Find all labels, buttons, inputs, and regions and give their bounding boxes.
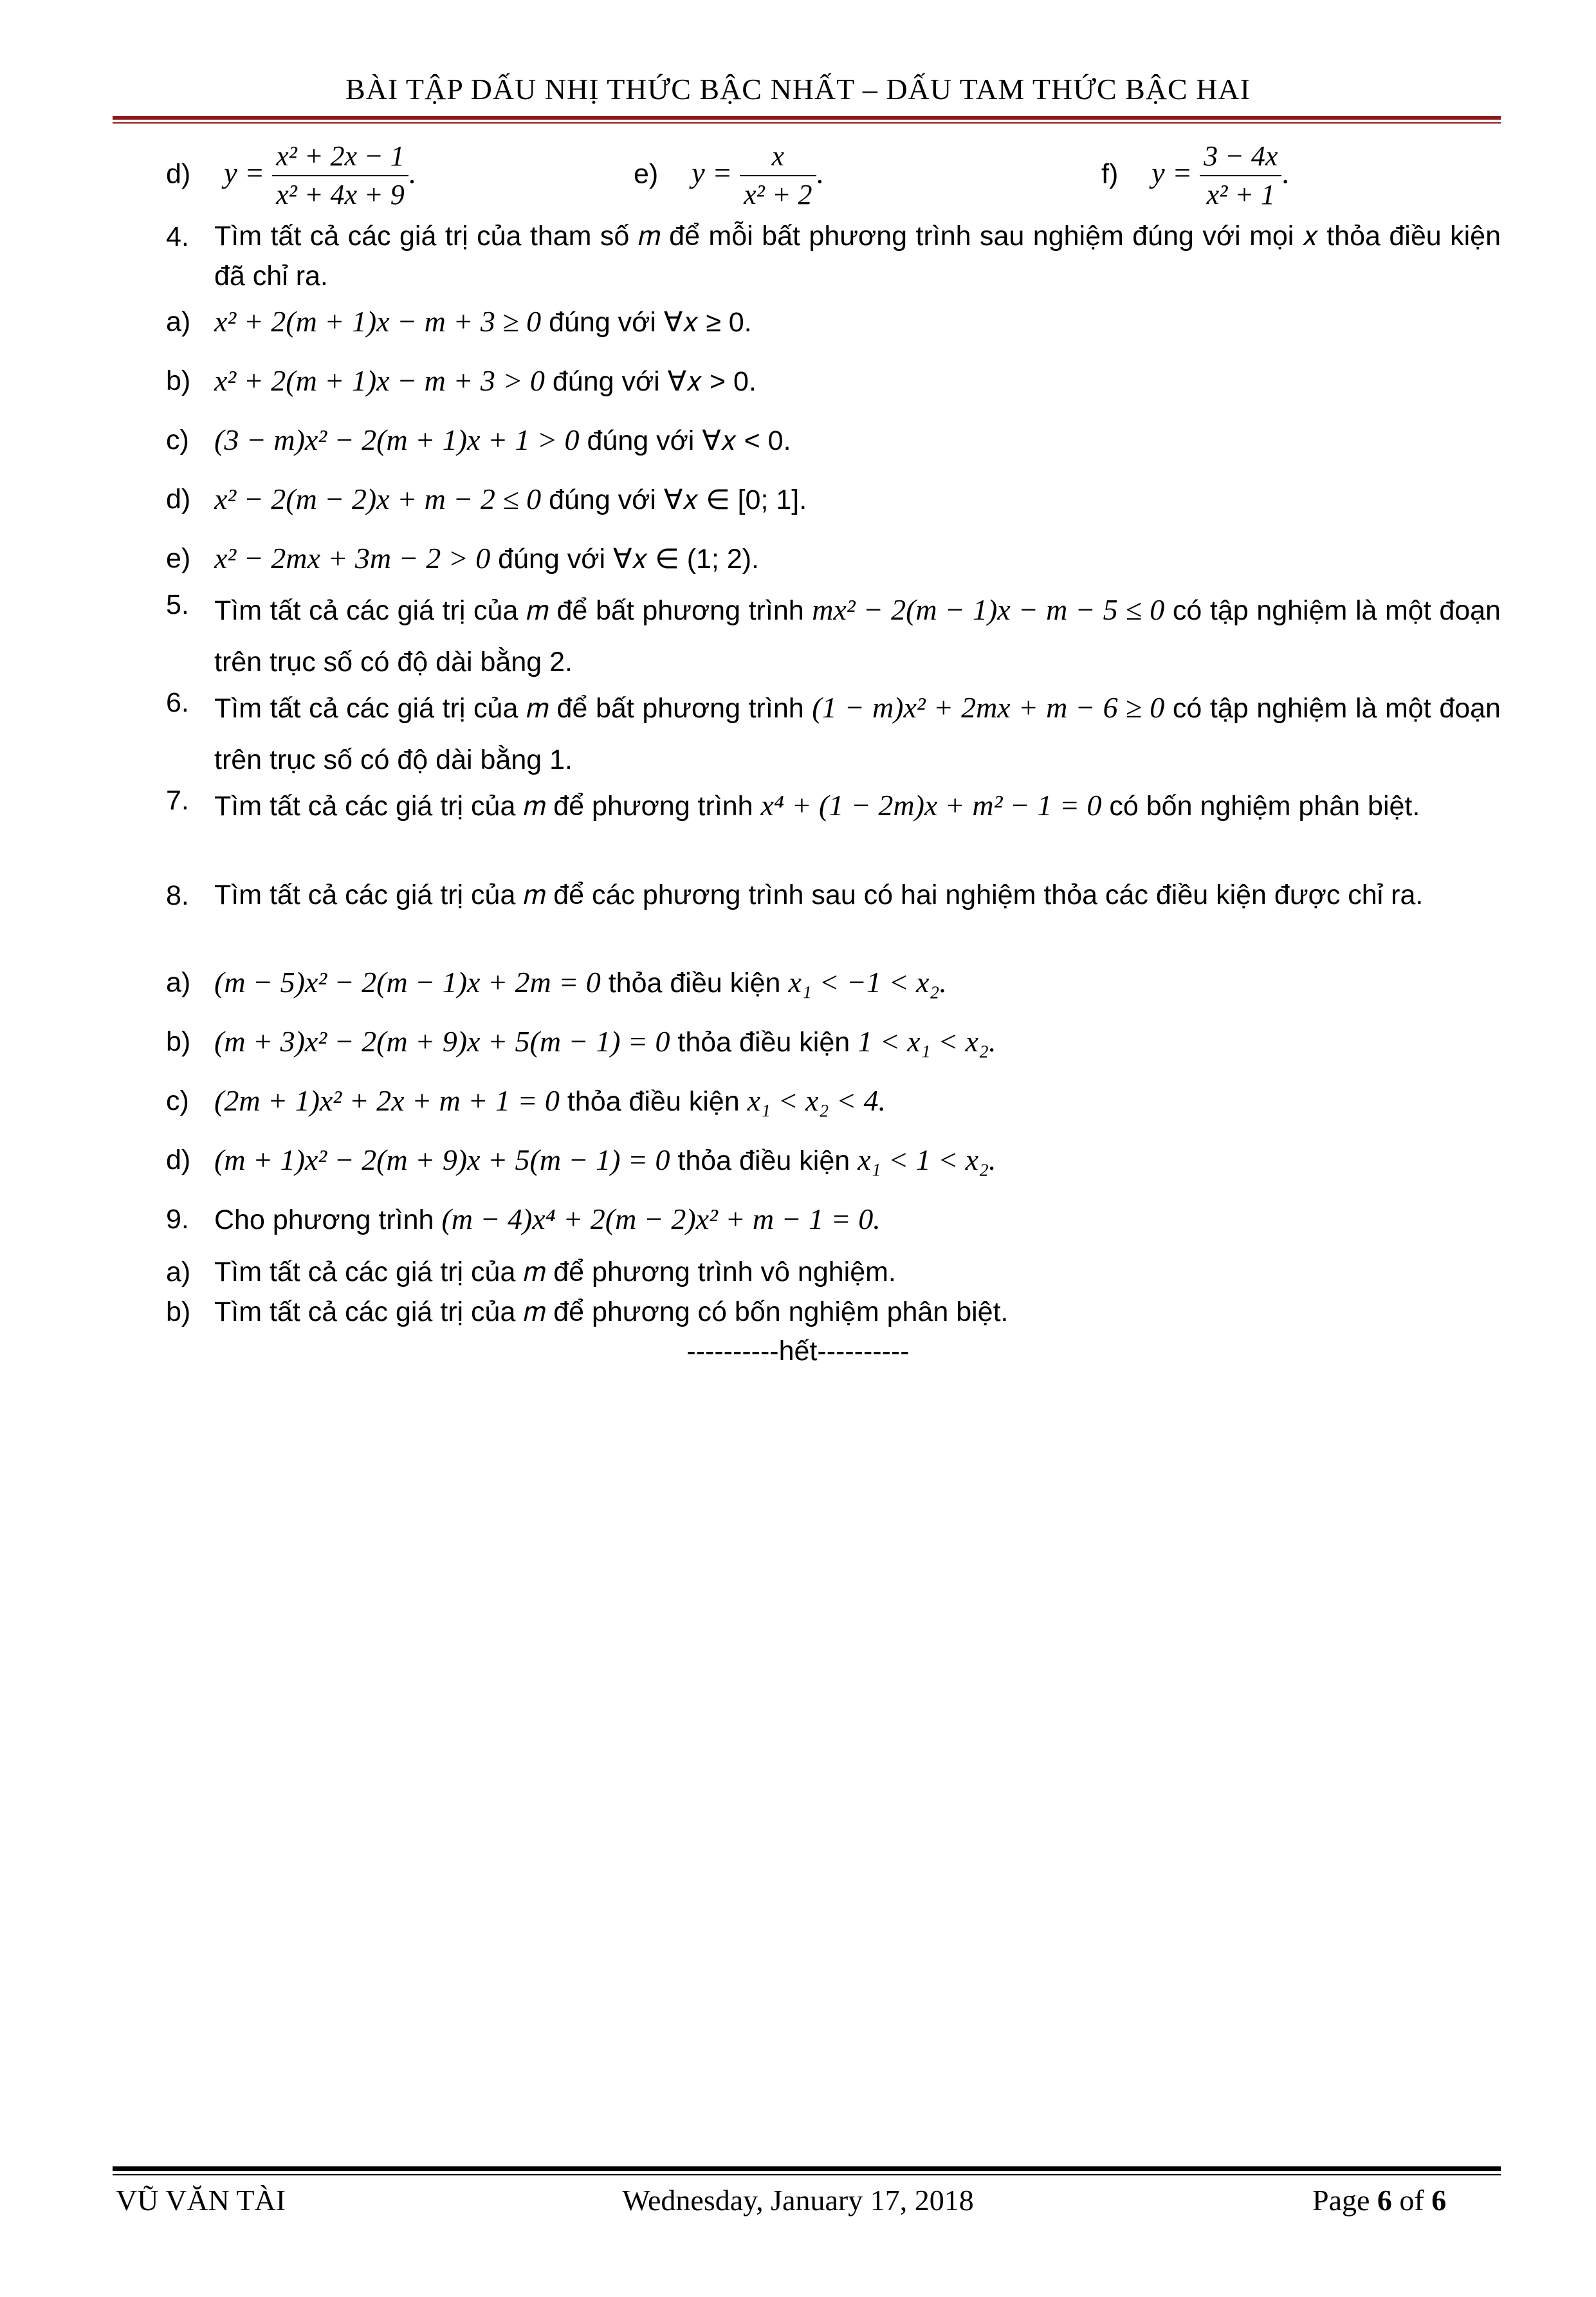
question-number: 5.	[166, 589, 189, 620]
question-text: có bốn nghiệm phân biệt.	[1101, 791, 1420, 822]
math-expression: (m − 5)x² − 2(m − 1)x + 2m = 0	[214, 966, 601, 999]
math-expression: (m + 1)x² − 2(m + 9)x + 5(m − 1) = 0	[214, 1143, 670, 1176]
q4-item-a	[214, 301, 1501, 343]
question-text: có tập nghiệm là một đoạn trên trục số có độ dài bằng 1.	[214, 693, 1501, 775]
q8-item-d	[214, 1139, 1501, 1181]
question-8-text: Tìm tất cả các giá trị của 𝑚 để các phương trình sau có hai nghiệm thỏa các điều kiện được chỉ ra.	[214, 880, 1424, 910]
math-expression: mx² − 2(m − 1)x − m − 5 ≤ 0	[812, 593, 1165, 626]
function-e: e) y = $\frac{x}{\text{x² + 2}}$ .	[634, 140, 824, 210]
condition-text: đúng với ∀𝑥 ≥ 0.	[541, 307, 752, 338]
header-rule-thick	[113, 116, 1501, 120]
footer-page-number	[1312, 2183, 1446, 2217]
math-expression: x² − 2mx + 3m − 2 > 0	[214, 542, 491, 575]
question-9-text	[214, 1199, 1501, 1241]
item-label: e)	[634, 158, 659, 190]
item-label: b)	[166, 1026, 191, 1057]
function-lhs: y =	[1151, 156, 1193, 190]
math-expression: (1 − m)x² + 2mx + m − 6 ≥ 0	[812, 691, 1165, 724]
q4-item-e	[214, 538, 1501, 580]
footer-author: VŨ VĂN TÀI	[116, 2184, 286, 2217]
header-rule-thin	[113, 122, 1501, 124]
function-f: f) y = $\frac{3 - 4x}{\text{x² + 1}}$ .	[1101, 140, 1289, 210]
math-expression: (3 − m)x² − 2(m + 1)x + 1 > 0	[214, 423, 580, 456]
denominator: x² + 2	[744, 179, 812, 210]
question-text: Tìm tất cả các giá trị của 𝑚 để phương trình	[214, 791, 761, 822]
q8-item-a	[214, 962, 1501, 1004]
math-expression: x² + 2(m + 1)x − m + 3 ≥ 0	[214, 305, 542, 338]
condition-text: đúng với ∀𝑥 < 0.	[579, 425, 791, 456]
q8-item-c	[214, 1080, 1501, 1122]
item-label: b)	[166, 1296, 191, 1327]
q4-item-d	[214, 479, 1501, 521]
math-expression: (m − 4)x⁴ + 2(m − 2)x² + m − 1 = 0.	[441, 1203, 881, 1235]
item-label: a)	[166, 1257, 191, 1287]
question-5-text	[214, 584, 1501, 688]
question-number: 6.	[166, 687, 189, 718]
item-label: b)	[166, 365, 191, 396]
condition-expression: 1 < x₁ < x₂.	[858, 1025, 996, 1058]
numerator: x	[740, 140, 816, 176]
question-text: Cho phương trình	[214, 1204, 442, 1235]
end-mark: ----------hết----------	[686, 1336, 910, 1367]
footer-rule-thick	[113, 2166, 1501, 2171]
function-lhs: y =	[692, 156, 733, 190]
denominator: x² + 1	[1206, 179, 1275, 210]
question-number: 8.	[166, 880, 189, 911]
question-number: 7.	[166, 785, 189, 816]
item-label: d)	[166, 158, 191, 190]
math-expression: (2m + 1)x² + 2x + m + 1 = 0	[214, 1084, 560, 1117]
condition-text: đúng với ∀𝑥 ∈ (1; 2).	[490, 544, 760, 575]
page-header-title: BÀI TẬP DẤU NHỊ THỨC BẬC NHẤT – DẤU TAM THỨC BẬC HAI	[345, 73, 1251, 106]
item-label: a)	[166, 967, 191, 998]
condition-text: thỏa điều kiện	[670, 1145, 858, 1176]
condition-text: đúng với ∀𝑥 > 0.	[544, 366, 757, 397]
numerator: 3 − 4x	[1200, 140, 1281, 176]
condition-expression: x₁ < −1 < x₂.	[788, 966, 947, 999]
item-label: d)	[166, 484, 191, 515]
function-lhs: y =	[224, 156, 265, 190]
page-mid: of	[1391, 2184, 1432, 2217]
fraction	[1200, 140, 1281, 211]
footer-date: Wednesday, January 17, 2018	[622, 2184, 974, 2217]
question-number: 4.	[166, 221, 189, 252]
condition-text: thỏa điều kiện	[670, 1027, 858, 1058]
numerator: x² + 2x − 1	[272, 140, 408, 176]
q4-item-b	[214, 360, 1501, 402]
q9-item-a: Tìm tất cả các giá trị của 𝑚 để phương trình vô nghiệm.	[214, 1257, 896, 1287]
item-label: c)	[166, 425, 189, 456]
question-text: Tìm tất cả các giá trị của 𝑚 để bất phương trình	[214, 693, 812, 724]
item-label: d)	[166, 1145, 191, 1176]
question-text: Tìm tất cả các giá trị của 𝑚 để bất phương trình	[214, 595, 812, 626]
condition-expression: x₁ < x₂ < 4.	[747, 1084, 886, 1117]
item-label: c)	[166, 1085, 189, 1116]
question-text: có tập nghiệm là một đoạn trên trục số có độ dài bằng 2.	[214, 595, 1501, 678]
q4-item-c	[214, 420, 1501, 461]
fraction	[272, 140, 408, 211]
page-current: 6	[1377, 2184, 1392, 2217]
q8-item-b	[214, 1021, 1501, 1063]
page-total: 6	[1431, 2184, 1447, 2217]
condition-text: thỏa điều kiện	[559, 1086, 748, 1117]
math-expression: (m + 3)x² − 2(m + 9)x + 5(m − 1) = 0	[214, 1025, 670, 1058]
page-prefix: Page	[1312, 2184, 1377, 2217]
math-expression: x² − 2(m − 2)x + m − 2 ≤ 0	[214, 483, 542, 515]
item-label: a)	[166, 306, 191, 337]
q9-item-b: Tìm tất cả các giá trị của 𝑚 để phương có bốn nghiệm phân biệt.	[214, 1296, 1009, 1327]
question-7-text	[214, 780, 1501, 832]
math-expression: x² + 2(m + 1)x − m + 3 > 0	[214, 364, 545, 397]
math-expression: x⁴ + (1 − 2m)x + m² − 1 = 0	[760, 789, 1102, 822]
denominator: x² + 4x + 9	[276, 179, 405, 210]
function-d: d) y = $\frac{\text{x² + 2x − 1}}{\text{x² + 4x + 9}}$ .	[166, 140, 416, 210]
question-6-text	[214, 682, 1501, 786]
footer-rule-thin	[113, 2174, 1501, 2175]
item-label: f)	[1101, 158, 1119, 190]
condition-text: thỏa điều kiện	[600, 968, 789, 999]
fraction	[740, 140, 816, 211]
item-label: e)	[166, 543, 191, 574]
question-4-text: Tìm tất cả các giá trị của tham số 𝑚 để mỗi bất phương trình sau nghiệm đúng với mọi 𝑥 thỏa điều kiện đã chỉ ra.	[214, 221, 1501, 291]
condition-text: đúng với ∀𝑥 ∈ [0; 1].	[541, 484, 807, 515]
condition-expression: x₁ < 1 < x₂.	[858, 1143, 996, 1176]
question-number: 9.	[166, 1204, 189, 1235]
